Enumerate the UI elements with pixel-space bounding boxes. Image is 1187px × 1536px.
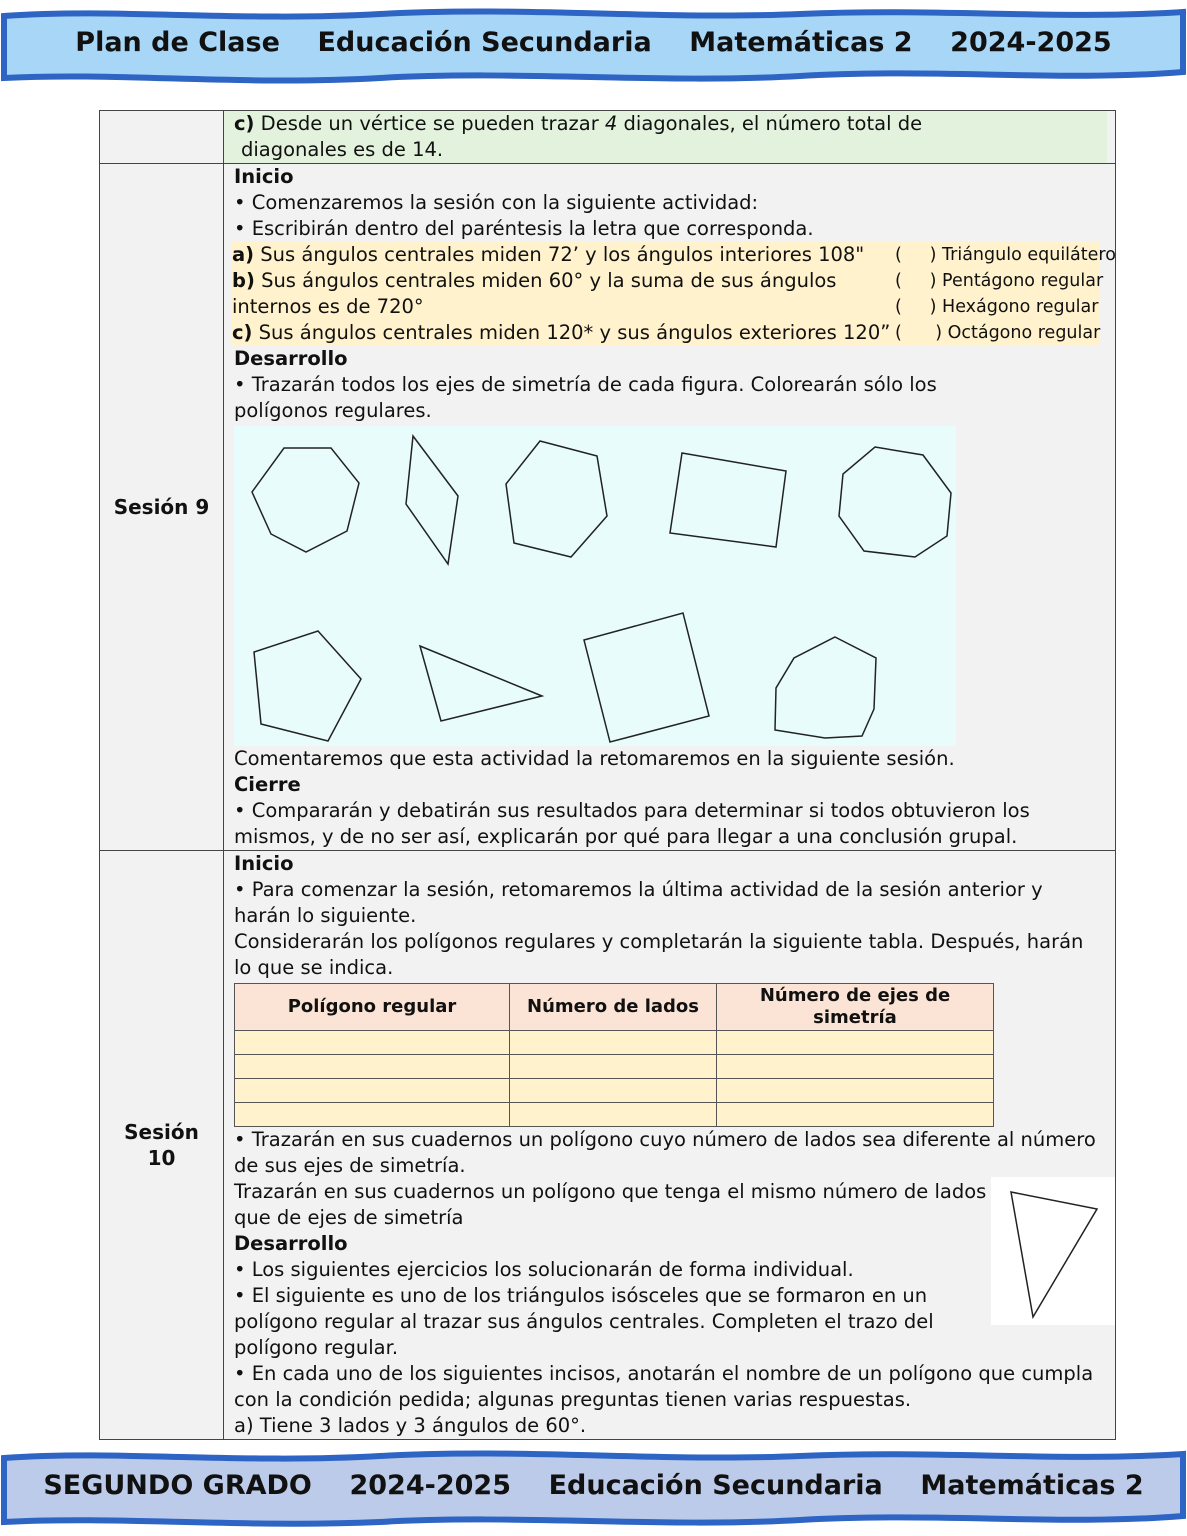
item-text: Sus ángulos centrales miden 72’ y los ángulos interiores 108" [254, 243, 865, 266]
session-label-line: 10 [147, 1146, 176, 1170]
option-label: ( ) Octágono regular [895, 323, 1101, 343]
section-heading: Inicio [234, 852, 294, 875]
item-text: Sus ángulos centrales miden 120* y sus ángulos exteriores 120” [252, 321, 891, 344]
table-row [235, 1055, 994, 1079]
table-cell[interactable] [717, 1031, 994, 1055]
bullet-text: • Trazarán en sus cuadernos un polígono cuyo número de lados sea diferente al número de sus ejes de simetría. [234, 1128, 1096, 1177]
paragraph-text: Considerarán los polígonos regulares y completarán la siguiente tabla. Después, harán lo que se indica. [234, 930, 1084, 979]
table-cell[interactable] [717, 1055, 994, 1079]
column-header: Polígono regular [235, 984, 510, 1031]
bullet-text: • Escribirán dentro del paréntesis la letra que corresponda. [234, 217, 814, 240]
rhombus-shape [406, 436, 458, 564]
irregular-heptagon-shape [775, 637, 876, 738]
item-letter: c) [232, 321, 253, 344]
table-row-session-9 [100, 164, 1116, 851]
exercise-item: a) Tiene 3 lados y 3 ángulos de 60°. [234, 1414, 587, 1437]
item-text: internos es de 720° [232, 295, 424, 318]
item-text: Sus ángulos centrales miden 60° y la suma de sus ángulos [254, 269, 837, 292]
session-label [100, 851, 224, 1440]
bullet-text: • En cada uno de los siguientes incisos, anotarán el nombre de un polígono que cumpla con la condición pedida; algunas preguntas tienen varias respuestas. [234, 1362, 1094, 1411]
polygon-figures [234, 426, 956, 746]
matching-item [232, 242, 1116, 268]
triangle-exercise-block [234, 1179, 1115, 1361]
table-cell[interactable] [510, 1103, 717, 1127]
bullet-text: polígono regular al trazar sus ángulos centrales. Completen el trazo del [234, 1310, 934, 1333]
item-letter: b) [232, 269, 255, 292]
table-cell[interactable] [717, 1103, 994, 1127]
rectangle-shape [670, 453, 786, 547]
header-banner [0, 6, 1187, 86]
bullet-text: polígono regular. [234, 1336, 399, 1359]
content-cell [224, 111, 1116, 164]
paragraph-text: Trazarán en sus cuadernos un polígono que tenga el mismo número de lados [234, 1180, 987, 1203]
lesson-table [99, 110, 1116, 1440]
table-cell[interactable] [235, 1055, 510, 1079]
section-heading: Cierre [234, 773, 301, 796]
table-row [100, 111, 1116, 164]
answer-text: diagonales es de 14. [241, 138, 444, 161]
table-header-row [235, 984, 994, 1031]
bullet-text: • Los siguientes ejercicios los solucionarán de forma individual. [234, 1258, 854, 1281]
polygon-data-table [234, 983, 994, 1127]
hexagon-shape [506, 441, 607, 557]
table-cell[interactable] [235, 1079, 510, 1103]
paragraph-text: que de ejes de simetría [234, 1206, 464, 1229]
matching-exercise [232, 242, 1116, 346]
heptagon-shape [252, 448, 359, 552]
option-label: ( ) Triángulo equilátero [895, 245, 1116, 265]
session-label: Sesión 9 [100, 164, 224, 851]
section-heading: Inicio [234, 165, 294, 188]
column-header: Número de ejes de simetría [717, 984, 994, 1031]
footer-banner [0, 1448, 1187, 1528]
bullet-text: • Trazarán todos los ejes de simetría de cada figura. Colorearán sólo los polígonos regulares. [234, 373, 937, 422]
table-cell[interactable] [717, 1079, 994, 1103]
square-shape [584, 613, 709, 742]
session-content [224, 851, 1116, 1440]
matching-item [232, 320, 1099, 346]
item-letter: c) [234, 112, 255, 135]
option-label: ( ) Hexágono regular [895, 297, 1099, 317]
answer-text: diagonales, el número total de [617, 112, 923, 135]
session-label-line: Sesión [124, 1120, 199, 1144]
octagon-shape [839, 447, 951, 557]
table-row [235, 1103, 994, 1127]
table-cell[interactable] [510, 1055, 717, 1079]
pentagon-shape [254, 631, 361, 741]
table-cell[interactable] [235, 1103, 510, 1127]
section-heading: Desarrollo [234, 347, 348, 370]
bullet-text: • Comenzaremos la sesión con la siguiente actividad: [234, 191, 759, 214]
matching-item [232, 268, 1104, 294]
bullet-text: • Compararán y debatirán sus resultados para determinar si todos obtuvieron los mismos, y de no ser así, explicarán por qué para llegar a una conclusión grupal. [234, 799, 1030, 848]
triangle-shape [420, 646, 542, 721]
answer-text: Desde un vértice se pueden trazar [254, 112, 605, 135]
table-cell[interactable] [510, 1079, 717, 1103]
table-row [235, 1031, 994, 1055]
bullet-text: • Para comenzar la sesión, retomaremos la última actividad de la sesión anterior y harán lo siguiente. [234, 878, 1043, 927]
isosceles-triangle-figure [991, 1177, 1115, 1325]
section-heading: Desarrollo [234, 1232, 348, 1255]
table-cell[interactable] [235, 1031, 510, 1055]
column-header: Número de lados [510, 984, 717, 1031]
triangle-drawing [991, 1177, 1115, 1325]
empty-label-cell [100, 111, 224, 164]
answer-number: 4 [604, 112, 618, 135]
option-label: ( ) Pentágono regular [895, 271, 1104, 291]
table-cell[interactable] [510, 1031, 717, 1055]
footer-title: SEGUNDO GRADO 2024-2025 Educación Secundaria Matemáticas 2 [43, 1470, 1144, 1501]
header-title: Plan de Clase Educación Secundaria Matemáticas 2 2024-2025 [75, 27, 1112, 58]
matching-item [232, 294, 1099, 320]
polygons-drawing [234, 426, 956, 746]
answer-highlight [224, 111, 1107, 163]
item-letter: a) [232, 243, 255, 266]
session-content [224, 164, 1116, 851]
table-row [235, 1079, 994, 1103]
table-row-session-10 [100, 851, 1116, 1440]
isosceles-triangle-shape [1011, 1192, 1097, 1317]
comment-text: Comentaremos que esta actividad la retomaremos en la siguiente sesión. [234, 747, 955, 770]
bullet-text: • El siguiente es uno de los triángulos isósceles que se formaron en un [234, 1284, 928, 1307]
